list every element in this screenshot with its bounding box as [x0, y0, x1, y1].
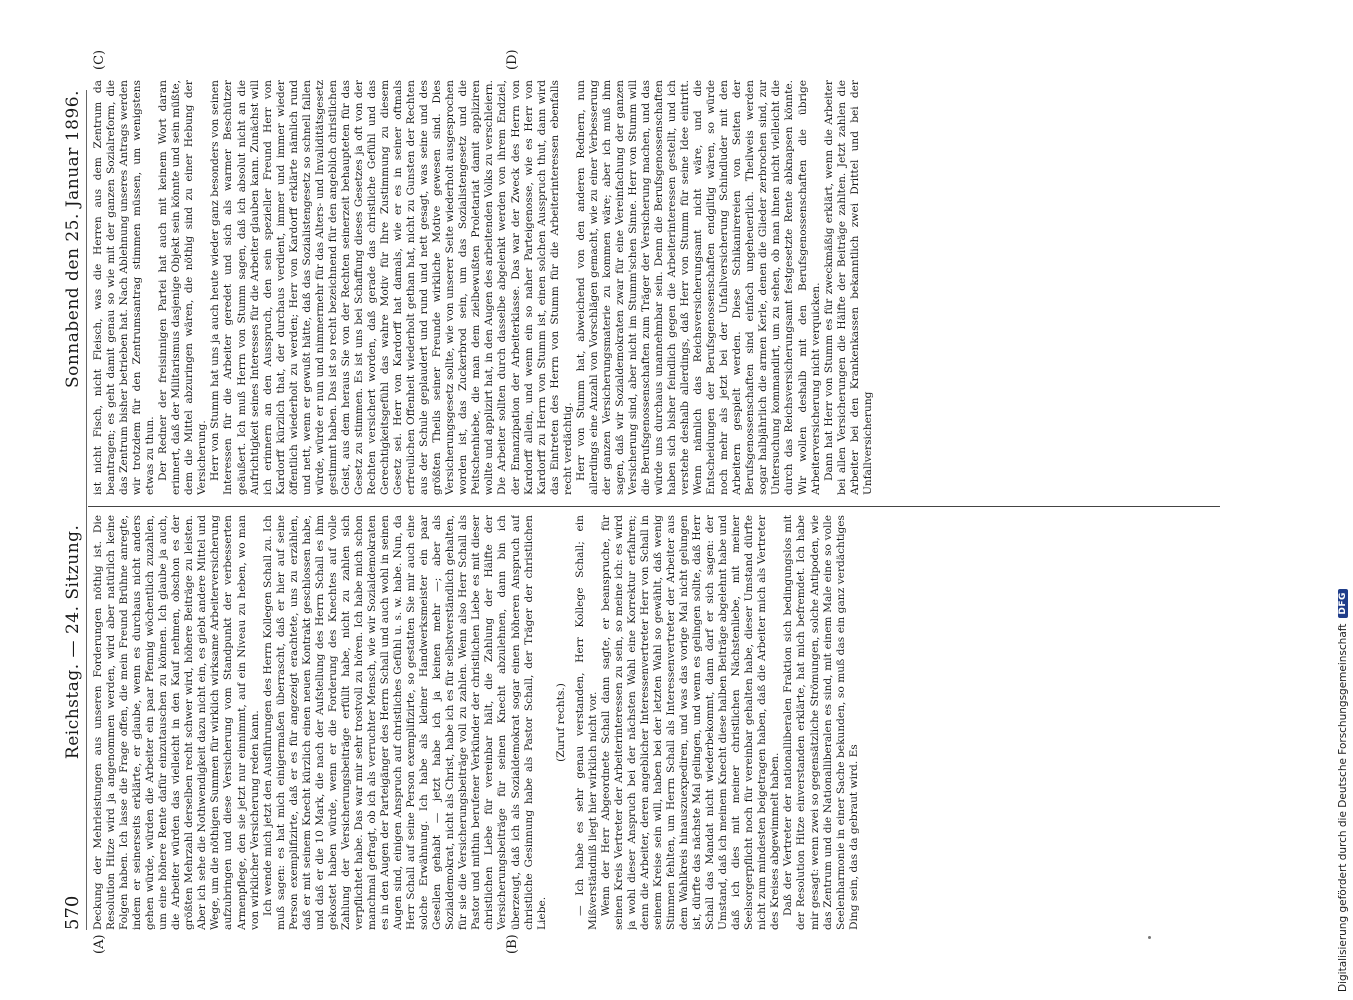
right-column — [92, 80, 1220, 495]
paragraph: ist nicht Fisch, nicht Fleisch, was die Herren aus dem Zentrum da beantragen; es geht damit genau so wie mit der ganzen Sozialreform, die das Zentrum bisher betrieben hat. Nach Ablehnung unseres Antrags werden wir trotzdem für den Zentrumsantrag stimmen müssen, um wenigstens etwas zu thun. — [92, 80, 157, 495]
credit-text: Digitalisierung gefördert durch die Deutsche Forschungsgemeinschaft — [1337, 623, 1349, 992]
paragraph: — Ich habe es sehr genau verstanden, Herr Kollege Schall; ein Mißverständniß liegt hier wirklich nicht vor. — [573, 515, 599, 930]
paragraph: Dann hat Herr von Stumm es für zweckmäßig erklärt, wenn die Arbeiter bei allen Versicherungen die Hälfte der Beiträge zahlten. Jetzt zahlen die Arbeiter bei den Krankenkassen bekanntlich zwei Drittel und bei der Unfallversicherung — [822, 80, 874, 495]
header-rule — [86, 90, 87, 930]
margin-marker-c: (C) — [92, 49, 107, 70]
paragraph: Deckung der Mehrleistungen aus unseren Forderungen nöthig ist. Die Resolution Hitze wird ja angenommen werden, wird aber natürlich keine Folgen haben. Ich lasse die Frage offen, die mein Freund Brühne anregte, indem er seinerseits erklärte, er glaube, wenn es durchaus nicht anders gehen würde, würden die Arbeiter ein paar Pfennig wöchentlich zuzahlen, um eine höhere Rente dafür einzutauschen zu können. Ich glaube ja auch, die Arbeiter würden das vielleicht in den Kauf nehmen, obschon es der größten Mehrzahl derselben recht schwer wird, höhere Beiträge zu leisten. Aber ich sehe die Nothwendigkeit dazu nicht ein, es giebt andere Mittel und Wege, um die nöthigen Summen für wirklich wirksame Arbeiterversicherung aufzubringen und diese Versicherung vom Standpunkt der verbesserten Armenpflege, den sie jetzt nur einnimmt, auf ein Niveau zu heben, wo man von wirklicher Versicherung reden kann. — [92, 515, 261, 930]
paragraph: Herr von Stumm hat uns ja auch heute wieder ganz besonders von seinen Interessen für die Arbeiter geredet und sich als warmer Beschützer geäußert. Ich muß Herrn von Stumm sagen, daß ich absolut nicht an die Aufrichtigkeit seines Interesses für die Arbeiter glauben kann. Zunächst will ich erinnern an den Ausspruch, den sein spezieller Freund Herr von Kardorff kürzlich that, der durchaus verdient, immer und immer wieder öffentlich wiederholt zu werden; Herr von Kardorff erklärte nämlich rund und nett, wenn er gewußt hätte, daß das Sozialistengesetz so schnell fallen würde, würde er nun und nimmermehr für das Alters- und Invaliditätsgesetz gestimmt haben. Das ist so recht bezeichnend für den angeblich christlichen Geist, aus dem heraus Sie von der Rechten seinerzeit behaupteten für das Gesetz zu stimmen. Es ist uns bei Schaffung dieses Gesetzes ja oft von der Rechten versichert worden, daß gerade das christliche Gefühl und das Gerechtigkeitsgefühl das wahre Motiv für Ihre Zustimmung zu diesem Gesetz sei. Herr von Kardorff hat damals, wie er es in seiner oftmals erfreulichen Offenheit wiederholt gethan hat, nicht zu Gunsten der Rechten aus der Schule geplaudert und rund und nett gesagt, was seine und des größten Theils seiner Freunde wirkliche Motive gewesen sind. Dies Versicherungsgesetz sollte, wie von unserer Seite wiederholt ausgesprochen worden ist, das Zuckerbrod sein, um das Sozialistengesetz und die Peitschenhiebe, die man dem zielbewußten Proletariat damit appliziren wollte und applizirt hat, in den Augen des arbeitenden Volks zu verschleiern. Die Arbeiter sollten durch dasselbe abgelenkt werden von ihrem Endziel, der Emanzipation der Arbeiterklasse. Das war der Zweck des Herrn von Kardorff allein, und wenn ein so naher Parteigenosse, wie es Herr von Kardorff zu Herrn von Stumm ist, einen solchen Ausspruch thut, dann wird das Eintreten des Herrn von Stumm für die Arbeiterinteressen ebenfalls recht verdächtig. — [209, 80, 574, 495]
paragraph: Herr von Stumm hat, abweichend von den anderen Rednern, nun allerdings eine Anzahl von Vorschlägen gemacht, wie zu einer Verbesserung der ganzen Versicherungsmaterie zu kommen wäre; aber ich muß ihm sagen, daß wir Sozialdemokraten zwar für eine Vereinfachung der ganzen Versicherung sind, aber nicht im Stumm'schen Sinne. Herr von Stumm will die Berufsgenossenschaften zum Träger der Versicherung machen, und das würde uns durchaus unannehmbar sein. Denn die Berufsgenossenschaften haben sich bisher feindlich gegen die Arbeiterinteressen gestellt, und ich verstehe deshalb allerdings, daß Herr von Stumm für seine Idee eintritt. Wenn nämlich das Reichsversicherungsamt nicht wäre, und die Entscheidungen der Berufsgenossenschaften endgiltig wären, so würde noch mehr als jetzt bei der Unfallversicherung Schindluder mit den Arbeitern gespielt werden. Diese Schikanirereien von Seiten der Berufsgenossenschaften sind einfach ungeheuerlich. Theilweis werden sogar halbjährlich die armen Kerle, denen die Glieder zerbrochen sind, zur Untersuchung kommandirt, um zu sehen, ob man ihnen nicht vielleicht die durch das Reichsversicherungsamt festgesetzte Rente abknapsen könnte. Wir wollen deshalb mit den Berufsgenossenschaften die übrige Arbeiterversicherung nicht verquicken. — [574, 80, 822, 495]
paragraph: Der Redner der freisinnigen Partei hat auch mit keinem Wort daran erinnert, daß der Militarismus dasjenige Objekt sein könnte und sein müßte, dem die Mittel abzuringen wären, die nöthig sind zu einer Hebung der Versicherung. — [157, 80, 209, 495]
session-date: Sonnabend den 25. Januar 1896. — [63, 90, 83, 389]
scan-speck — [1148, 936, 1151, 939]
session-title: Reichstag. — 24. Sitzung. — [63, 524, 83, 760]
margin-marker-d: (D) — [505, 49, 520, 70]
margin-marker-a: (A) — [92, 934, 107, 954]
paragraph: Wenn der Herr Abgeordnete Schall dann sagte, er beanspruche, für seinen Kreis Vertreter der Arbeiterinteressen zu sein, so meine ich: es wird ja wohl dieser Anspruch bei der nächsten Wahl eine Korrektur erfahren; denn die Arbeiter, deren angeblicher Interessenvertreter Herr von Schall in seinem Kreise sein will, haben bei der letzten Wahl so gewählt, daß wenig Stimmen fehlten, um Herrn Schall als Interessenvertreter der Arbeiter aus dem Wahlkreis hinauszuexpediren, und was das vorige Mal nicht gelungen ist, dürfte das nächste Mal gelingen, und wenn es gelingen sollte, daß Herr Schall das Mandat nicht wiederbekommt, dann darf er sich sagen: der Umstand, daß ich meinem Knecht diese halben Beiträge abgelehnt habe und daß ich dies mit meiner christlichen Nächstenliebe, mit meiner Seelsorgerpflicht noch für vereinbar gehalten habe, dieser Umstand dürfte nicht zum mindesten beigetragen haben, daß die Arbeiter mich als Vertreter des Kreises abgewimmelt haben. — [599, 515, 782, 930]
running-header — [62, 90, 84, 930]
page-number: 570 — [62, 895, 83, 930]
column-divider — [88, 506, 1220, 507]
digitization-credit — [1336, 8, 1350, 992]
dfg-logo: DFG — [1338, 589, 1348, 618]
paragraph: Ich wende mich jetzt den Ausführungen des Herrn Kollegen Schall zu. Ich muß sagen: es hat mich einigermaßen überrascht, daß er hier auf seine Person exemplifizirte, daß er es für angezeigt erachtete, uns zu erzählen, daß er mit seinem Knecht kürzlich einen neuen Kontrakt geschlossen habe, und daß er die 10 Mark, die nach der Aufstellung des Herrn Schall es ihm gekostet haben würde, wenn er die Forderung des Knechtes auf volle Zahlung der Versicherungsbeiträge erfüllt habe, nicht zu zahlen sich verpflichtet habe. Das war mir sehr trostvoll zu hören. Ich habe mich schon manchmal gefragt, ob ich als verruchter Mensch, wie wir Sozialdemokraten es in den Augen der Parteigänger des Herrn Schall und auch wohl in seinen Augen sind, einigen Anspruch auf christliches Gefühl u. s. w. habe. Nun, da Herr Schall auf seine Person exemplifizirte, so gestatten Sie mir auch eine solche Erwähnung. Ich habe als kleiner Handwerksmeister ein paar Gesellen gehabt — jetzt habe ich ja keinen mehr —; aber als Sozialdemokrat, nicht als Christ, habe ich es für selbstverständlich gehalten, für sie die Versicherungsbeiträge voll zu zahlen. Wenn also Herr Schall als Pastor und mithin berufener Verkünder der christlichen Liebe es mit dieser christlichen Liebe für vereinbar hält, die Zahlung der Hälfte der Versicherungsbeiträge für seinen Knecht abzulehnen, dann bin ich überzeugt, daß ich als Sozialdemokrat sogar einen höheren Anspruch auf christliche Gesinnung habe als Pastor Schall, der Träger der christlichen Liebe. — [261, 515, 548, 930]
left-column — [92, 515, 1220, 930]
paragraph: Daß der Vertreter der nationalliberalen Fraktion sich bedingungslos mit der Resolution Hitze einverstanden erklärte, hat mich befremdet. Ich habe mir gesagt: wenn zwei so gegensätzliche Strömungen, solche Antipoden, wie das Zentrum und die Nationalliberalen es sind, mit einem Male eine so volle Seelenharmonie in einer Sache bekunden, so muß das ein ganz verdächtiges Ding sein, das da gebraut wird. Es — [782, 515, 860, 930]
interjection: (Zuruf rechts.) — [554, 683, 567, 762]
margin-marker-b: (B) — [505, 934, 520, 954]
